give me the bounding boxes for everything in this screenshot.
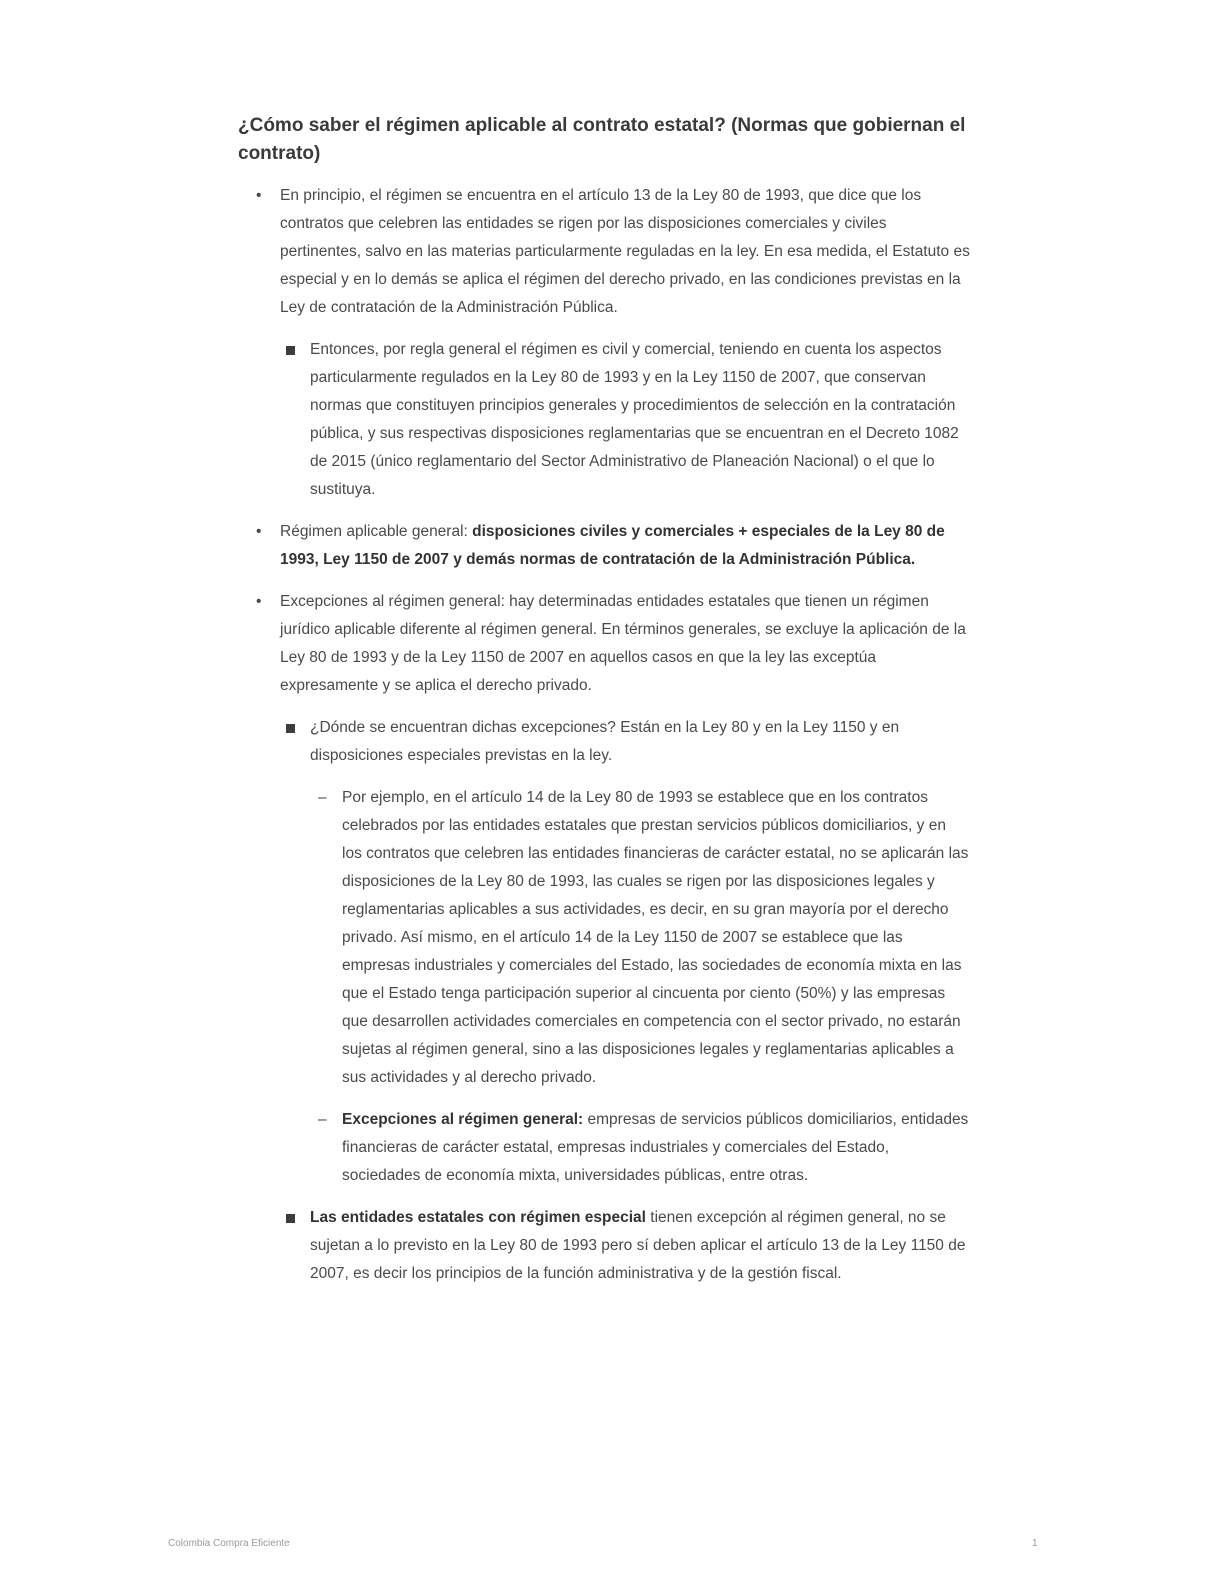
page-content (238, 112, 970, 1302)
list-item (238, 182, 970, 322)
square-bullet-icon (286, 1204, 295, 1233)
list-item-text: empresas de servicios públicos domiciliarios, entidades financieras de carácter estatal, empresas industriales y comerciales del Estado, sociedades de economía mixta, universidades públicas, entre otras. (342, 1111, 969, 1184)
list-item-text: tienen excepción al régimen general, no se sujetan a lo previsto en la Ley 80 de 1993 pero sí deben aplicar el artículo 13 de la Ley 1150 de 2007, es decir los principios de la función administrativa y de la gestión fiscal. (310, 1209, 966, 1282)
list-item-text: En principio, el régimen se encuentra en el artículo 13 de la Ley 80 de 1993, que dice que los contratos que celebren las entidades se rigen por las disposiciones comerciales y civiles pertinentes, salvo en las materias particularmente reguladas en la ley. En esa medida, el Estatuto es especial y en lo demás se aplica el régimen del derecho privado, en las condiciones previstas en la Ley de contratación de la Administración Pública. (280, 187, 970, 316)
list-item-text: Por ejemplo, en el artículo 14 de la Ley 80 de 1993 se establece que en los contratos celebrados por las entidades estatales que prestan servicios públicos domiciliarios, y en los contratos que celebren las entidades financieras de carácter estatal, no se aplicarán las disposiciones de la Ley 80 de 1993, las cuales se rigen por las disposiciones legales y reglamentarias aplicables a sus actividades, es decir, en su gran mayoría por el derecho privado. Así mismo, en el artículo 14 de la Ley 1150 de 2007 se establece que las empresas industriales y comerciales del Estado, las sociedades de economía mixta en las que el Estado tenga participación superior al cincuenta por ciento (50%) y las empresas que desarrollen actividades comerciales en competencia con el sector privado, no estarán sujetas al régimen general, sino a las disposiciones legales y reglamentarias aplicables a sus actividades y al derecho privado. (342, 789, 969, 1086)
list-item-text: Régimen aplicable general: (280, 523, 473, 540)
square-bullet-icon (286, 336, 295, 365)
page-number: 1 (1032, 1538, 1038, 1549)
list-item (238, 1106, 970, 1190)
list-item (238, 588, 970, 700)
bullet-marker: • (256, 593, 262, 610)
list-item-text: ¿Dónde se encuentran dichas excepciones? Están en la Ley 80 y en la Ley 1150 y en disposiciones especiales previstas en la ley. (310, 719, 900, 764)
section-heading: ¿Cómo saber el régimen aplicable al contrato estatal? (Normas que gobiernan el contrato) (238, 115, 966, 164)
square-bullet-icon (286, 714, 295, 743)
bullet-marker: • (256, 523, 262, 540)
bullet-marker: • (256, 187, 262, 204)
list-item-bold-text: disposiciones civiles y comerciales + especiales de la Ley 80 de 1993, Ley 1150 de 2007 y demás normas de contratación de la Administración Pública. (280, 523, 945, 568)
list-item (238, 1204, 970, 1288)
footer-left-text: Colombia Compra Eficiente (168, 1538, 290, 1549)
list-item-bold-text: Las entidades estatales con régimen especial (310, 1209, 646, 1226)
dash-marker: – (318, 1111, 327, 1128)
list-item (238, 784, 970, 1092)
list-item-bold-text: Excepciones al régimen general: (342, 1111, 584, 1128)
list-item (238, 336, 970, 504)
list-item (238, 714, 970, 770)
list-item (238, 518, 970, 574)
dash-marker: – (318, 789, 327, 806)
list-item-text: Excepciones al régimen general: hay determinadas entidades estatales que tienen un régimen jurídico aplicable diferente al régimen general. En términos generales, se excluye la aplicación de la Ley 80 de 1993 y de la Ley 1150 de 2007 en aquellos casos en que la ley las exceptúa expresamente y se aplica el derecho privado. (280, 593, 966, 694)
list-item-text: Entonces, por regla general el régimen es civil y comercial, teniendo en cuenta los aspectos particularmente regulados en la Ley 80 de 1993 y en la Ley 1150 de 2007, que conservan normas que constituyen principios generales y procedimientos de selección en la contratación pública, y sus respectivas disposiciones reglamentarias que se encuentran en el Decreto 1082 de 2015 (único reglamentario del Sector Administrativo de Planeación Nacional) o el que lo sustituya. (310, 341, 959, 498)
